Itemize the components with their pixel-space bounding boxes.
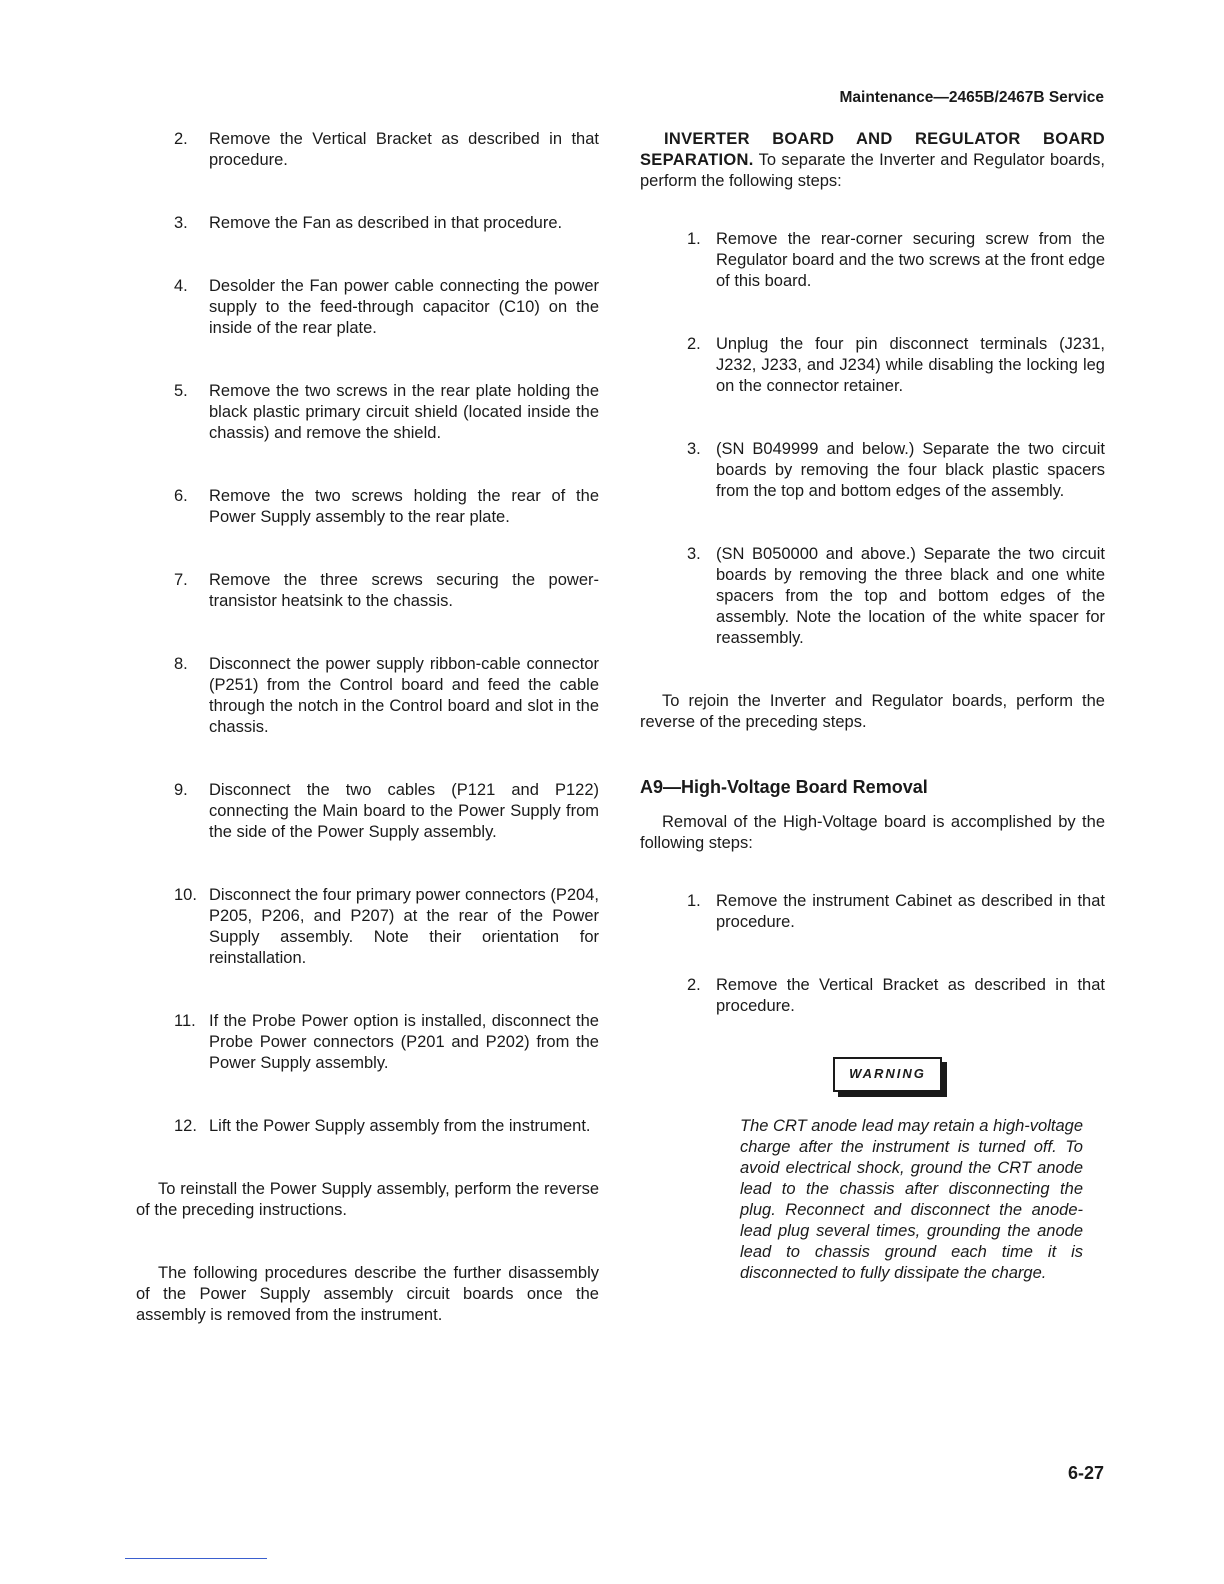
a9-intro: Removal of the High-Voltage board is accomplished by the following steps: (640, 813, 1105, 852)
step-number: 3. (687, 545, 701, 563)
step-text: Disconnect the power supply ribbon-cable connector (P251) from the Control board and feed the cable through the notch in the Control board and slot in the chassis. (209, 655, 599, 736)
step-text: Remove the two screws in the rear plate holding the black plastic primary circuit shield (located inside the chassis) and remove the shield. (209, 382, 599, 442)
step-text: Disconnect the four primary power connectors (P204, P205, P206, and P207) at the rear of the Power Supply assembly. Note their orientation for reinstallation. (209, 886, 599, 967)
section-title: A9—High-Voltage Board Removal (640, 777, 928, 797)
list-item (640, 891, 1105, 933)
step-text: (SN B050000 and above.) Separate the two circuit boards by removing the three black and one white spacers from the top and bottom edges of the assembly. Note the location of the white spacer for reassembly. (716, 545, 1105, 647)
step-number: 12. (174, 1117, 197, 1135)
inverter-heading: INVERTER BOARD AND REGULATOR BOARD SEPARATION. (640, 130, 1105, 169)
list-item (136, 780, 599, 843)
step-number: 8. (174, 655, 188, 673)
step-text: Remove the instrument Cabinet as described in that procedure. (716, 892, 1105, 931)
reinstall-paragraph: To reinstall the Power Supply assembly, perform the reverse of the preceding instructions. (136, 1180, 599, 1219)
step-number: 11. (174, 1012, 196, 1030)
step-text: Remove the Fan as described in that procedure. (209, 214, 563, 232)
following-paragraph: The following procedures describe the further disassembly of the Power Supply assembly circuit boards once the assembly is removed from the instrument. (136, 1264, 599, 1324)
page-number: 6-27 (1067, 1463, 1104, 1483)
step-number: 2. (174, 130, 188, 148)
step-text: Unplug the four pin disconnect terminals (J231, J232, J233, and J234) while disabling the locking leg on the connector retainer. (716, 335, 1105, 395)
step-text: Desolder the Fan power cable connecting the power supply to the feed-through capacitor (C10) on the inside of the rear plate. (209, 277, 599, 337)
left-column (136, 129, 599, 1326)
step-text: If the Probe Power option is installed, disconnect the Probe Power connectors (P201 and P202) from the Power Supply assembly. (209, 1012, 599, 1072)
step-text: Remove the three screws securing the power-transistor heatsink to the chassis. (209, 571, 599, 610)
running-header: Maintenance—2465B/2467B Service (839, 89, 1104, 106)
rejoin-paragraph: To rejoin the Inverter and Regulator boards, perform the reverse of the preceding steps. (640, 692, 1105, 731)
step-number: 1. (687, 230, 701, 248)
list-item (136, 1011, 599, 1074)
list-item (136, 654, 599, 738)
list-item (136, 570, 599, 612)
step-text: Disconnect the two cables (P121 and P122) connecting the Main board to the Power Supply from the side of the Power Supply assembly. (209, 781, 599, 841)
step-number: 3. (687, 440, 701, 458)
step-number: 2. (687, 335, 701, 353)
inverter-intro (640, 129, 1105, 192)
step-number: 10. (174, 886, 197, 904)
step-number: 5. (174, 382, 188, 400)
step-text: Remove the rear-corner securing screw from the Regulator board and the two screws at the front edge of this board. (716, 230, 1105, 290)
list-item (136, 381, 599, 444)
list-item (640, 229, 1105, 292)
step-text: (SN B049999 and below.) Separate the two circuit boards by removing the four black plastic spacers from the top and bottom edges of the assembly. (716, 440, 1105, 500)
footer-rule (125, 1558, 267, 1559)
right-column (640, 129, 1105, 1284)
step-number: 4. (174, 277, 188, 295)
step-text: Remove the Vertical Bracket as described in that procedure. (716, 976, 1105, 1015)
list-item (136, 486, 599, 528)
list-item (136, 129, 599, 171)
inverter-intro-text: To separate the Inverter and Regulator boards, perform the following steps: (640, 151, 1105, 190)
warning-label-wrap (670, 1057, 1105, 1092)
step-text: Remove the Vertical Bracket as described in that procedure. (209, 130, 599, 169)
step-text: Remove the two screws holding the rear of the Power Supply assembly to the rear plate. (209, 487, 599, 526)
warning-label: WARNING (833, 1057, 942, 1092)
list-item (640, 334, 1105, 397)
list-item (136, 885, 599, 969)
step-number: 1. (687, 892, 701, 910)
list-item (136, 1116, 599, 1137)
step-number: 6. (174, 487, 188, 505)
step-text: Lift the Power Supply assembly from the instrument. (209, 1117, 591, 1135)
list-item (136, 276, 599, 339)
step-number: 3. (174, 214, 188, 232)
warning-text: The CRT anode lead may retain a high-voltage charge after the instrument is turned off. To avoid electrical shock, ground the CRT anode lead to the chassis after disconnecting the plug. Reconnect and disconnect the anode-lead plug several times, grounding the anode lead to chassis ground each time it is disconnected to fully dissipate the charge. (740, 1117, 1083, 1282)
step-number: 2. (687, 976, 701, 994)
step-number: 9. (174, 781, 188, 799)
list-item (640, 975, 1105, 1017)
step-number: 7. (174, 571, 188, 589)
list-item (640, 439, 1105, 502)
list-item (640, 544, 1105, 649)
list-item (136, 213, 599, 234)
